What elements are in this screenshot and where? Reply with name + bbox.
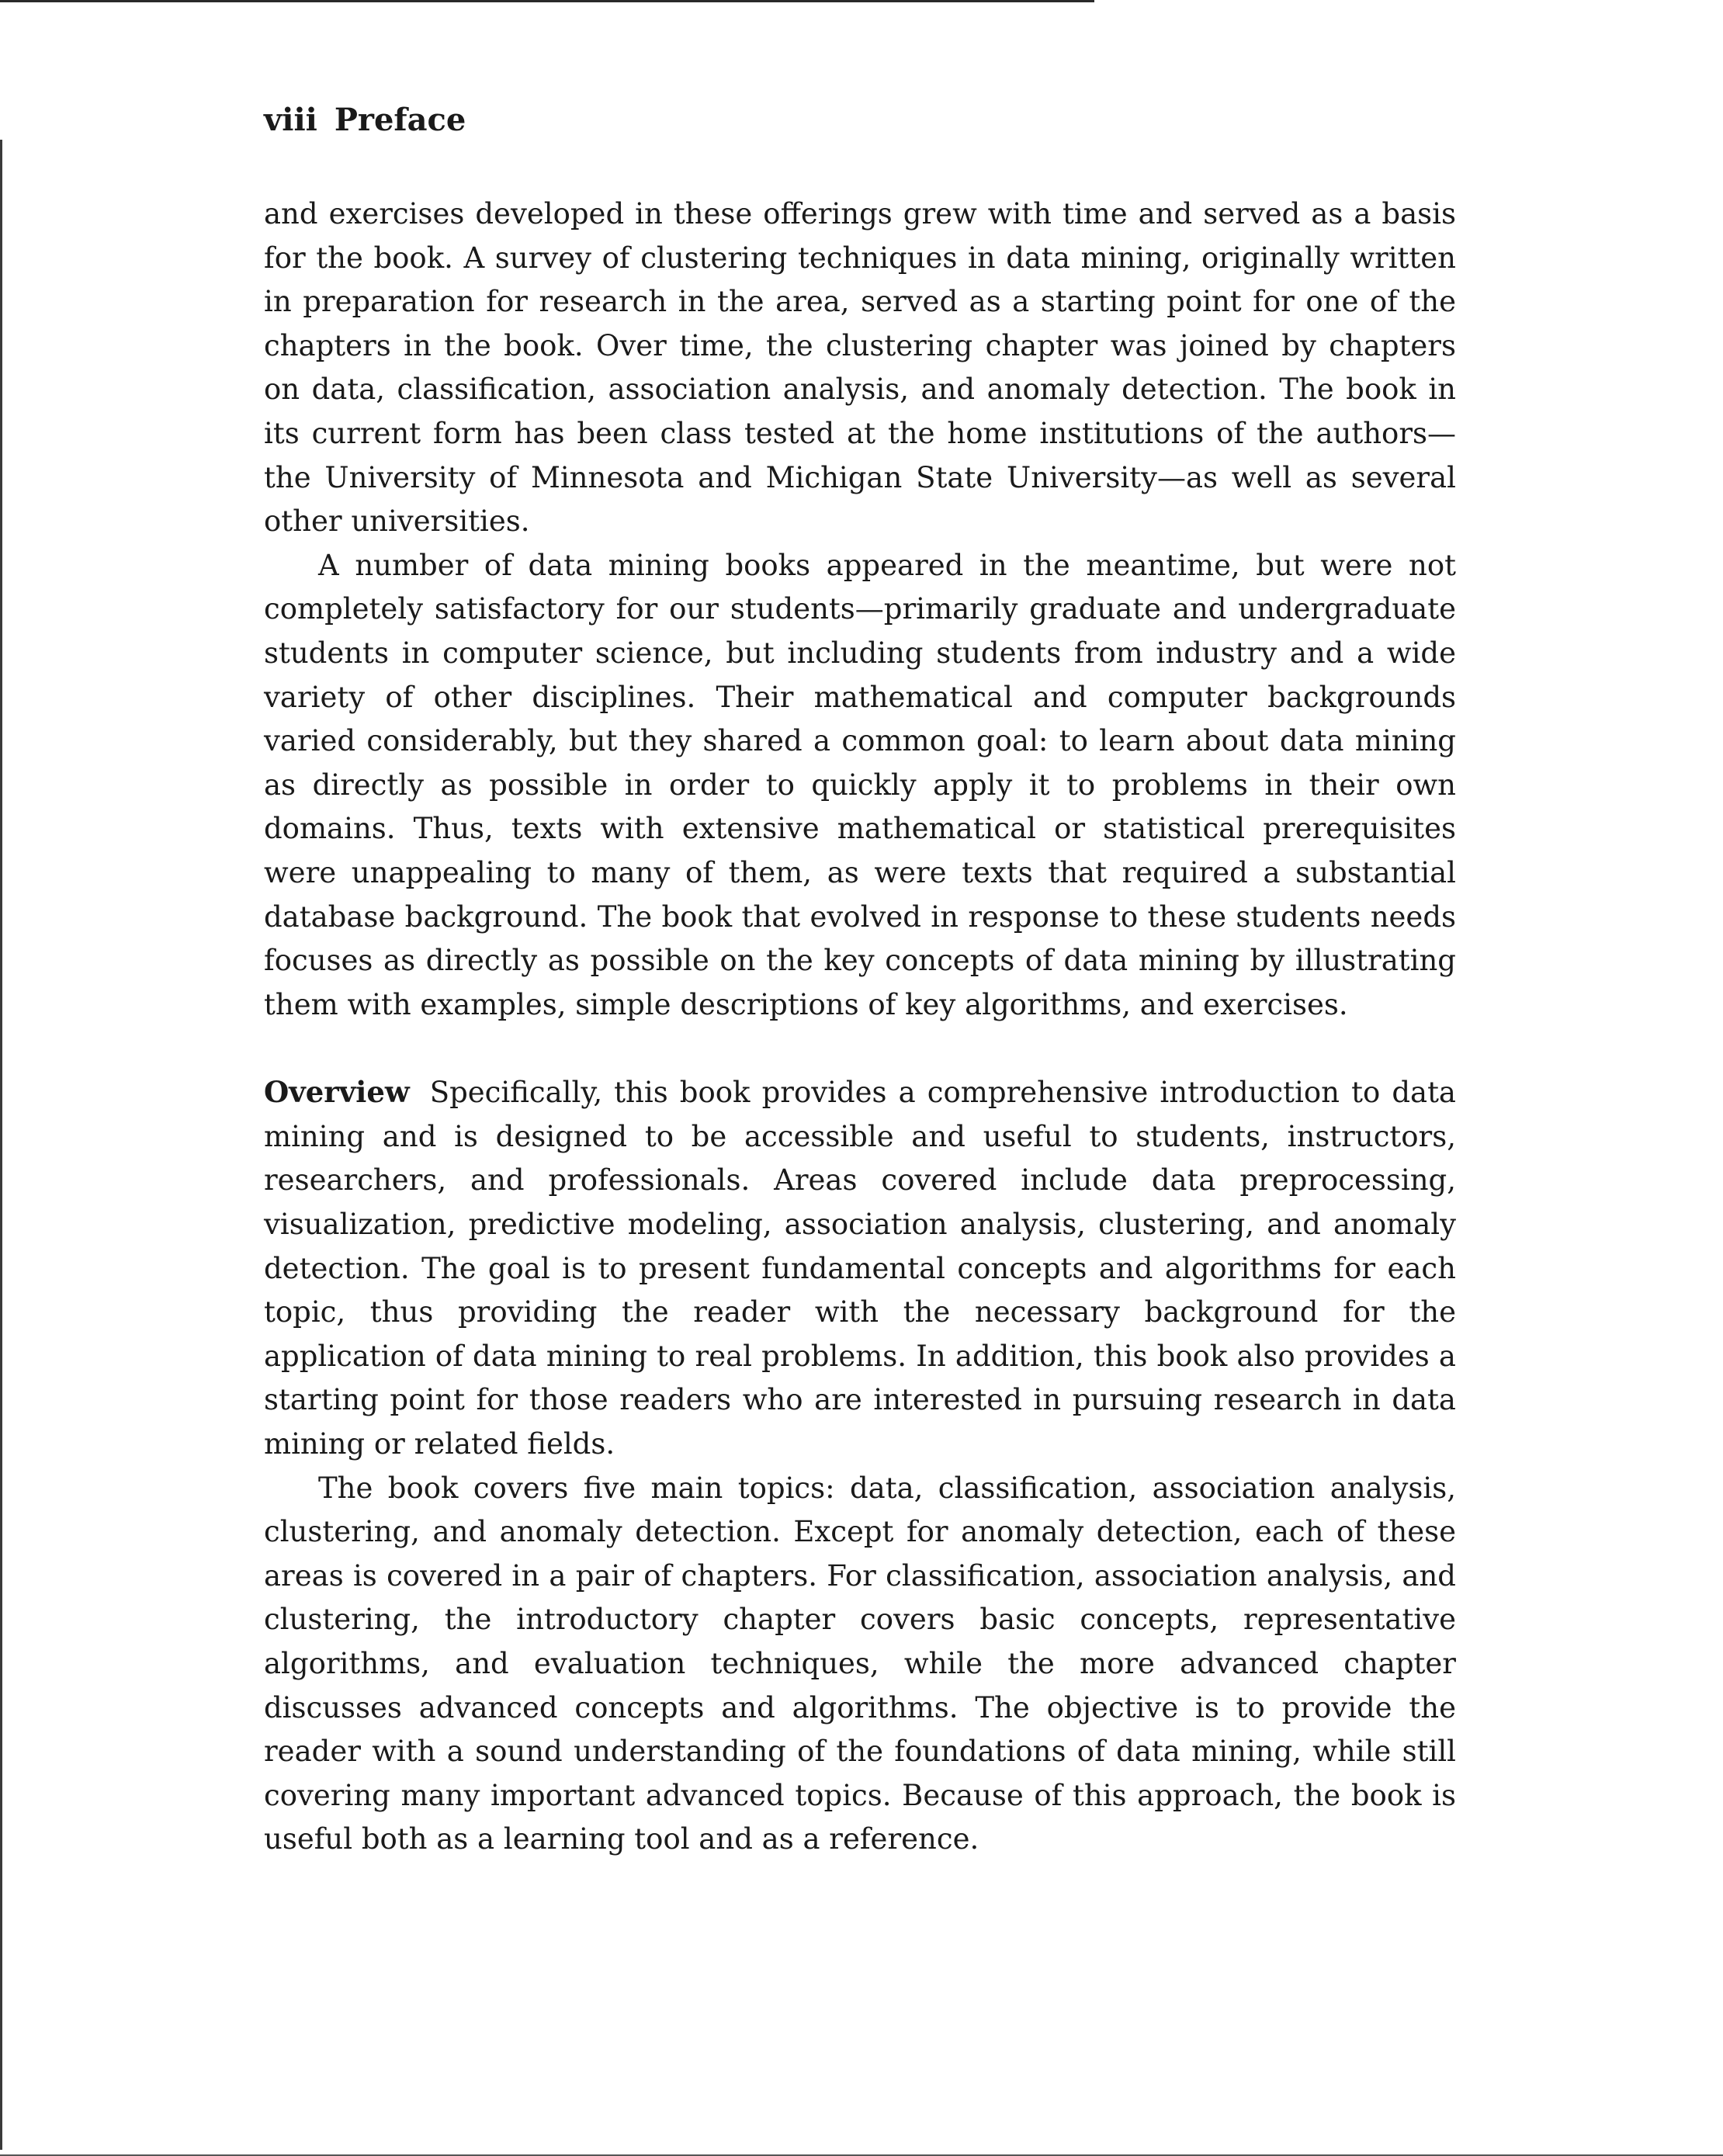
book-page [264,93,1456,1862]
chapter-title: Preface [334,102,466,138]
paragraph-overview [264,1070,1456,1466]
overview-heading: Overview [264,1075,410,1110]
paragraph-main-topics: The book covers five main topics: data, classification, association analysis, clustering, and anomaly detection. Except for anomaly detection, each of these areas is covered in a pair of chapters. For classification, association analysis, and clustering, the introductory chapter covers basic concepts, representative algorithms, and evaluation techniques, while the more advanced chapter discusses advanced concepts and algorithms. The objective is to provide the reader with a sound understanding of the foundations of data mining, while still covering many important advanced topics. Because of this approach, the book is useful both as a learning tool and as a reference. [264,1471,1456,1856]
scan-edge-left [0,140,2,2150]
overview-text: Specifically, this book provides a comprehensive introduction to data mining and is designed to be accessible and useful to students, instructors, researchers, and professionals. Areas covered include data preprocessing, visualization, predictive modeling, association analysis, clustering, and anomaly detection. The goal is to present fundamental concepts and algorithms for each topic, thus providing the reader with the necessary background for the application of data mining to real problems. In addition, this book also provides a starting point for those readers who are interested in pursuing research in data mining or related fields. [264,1076,1456,1461]
paragraph-data-mining-books: A number of data mining books appeared in the meantime, but were not completely satisfactory for our students—primarily graduate and undergraduate students in computer science, but including students from industry and a wide variety of other disciplines. Their mathematical and computer backgrounds varied considerably, but they shared a common goal: to learn about data mining as directly as possible in order to quickly apply it to problems in their own domains. Thus, texts with extensive mathematical or statistical prerequisites were unappealing to many of them, as were texts that required a substantial database background. The book that evolved in response to these students needs focuses as directly as possible on the key concepts of data mining by illustrating them with examples, simple descriptions of key algorithms, and exercises. [264,548,1456,1021]
running-head [264,93,1456,147]
scan-edge-top [0,0,1094,2]
paragraph-continuation: and exercises developed in these offerings grew with time and served as a basis for the book. A survey of clustering techniques in data mining, originally written in preparation for research in the area, served as a starting point for one of the chapters in the book. Over time, the clustering chapter was joined by chapters on data, classification, association analysis, and anomaly detection. The book in its current form has been class tested at the home institutions of the authors—the University of Minnesota and Michigan State University—as well as several other universities. [264,197,1456,539]
page-number: viii [264,102,317,138]
